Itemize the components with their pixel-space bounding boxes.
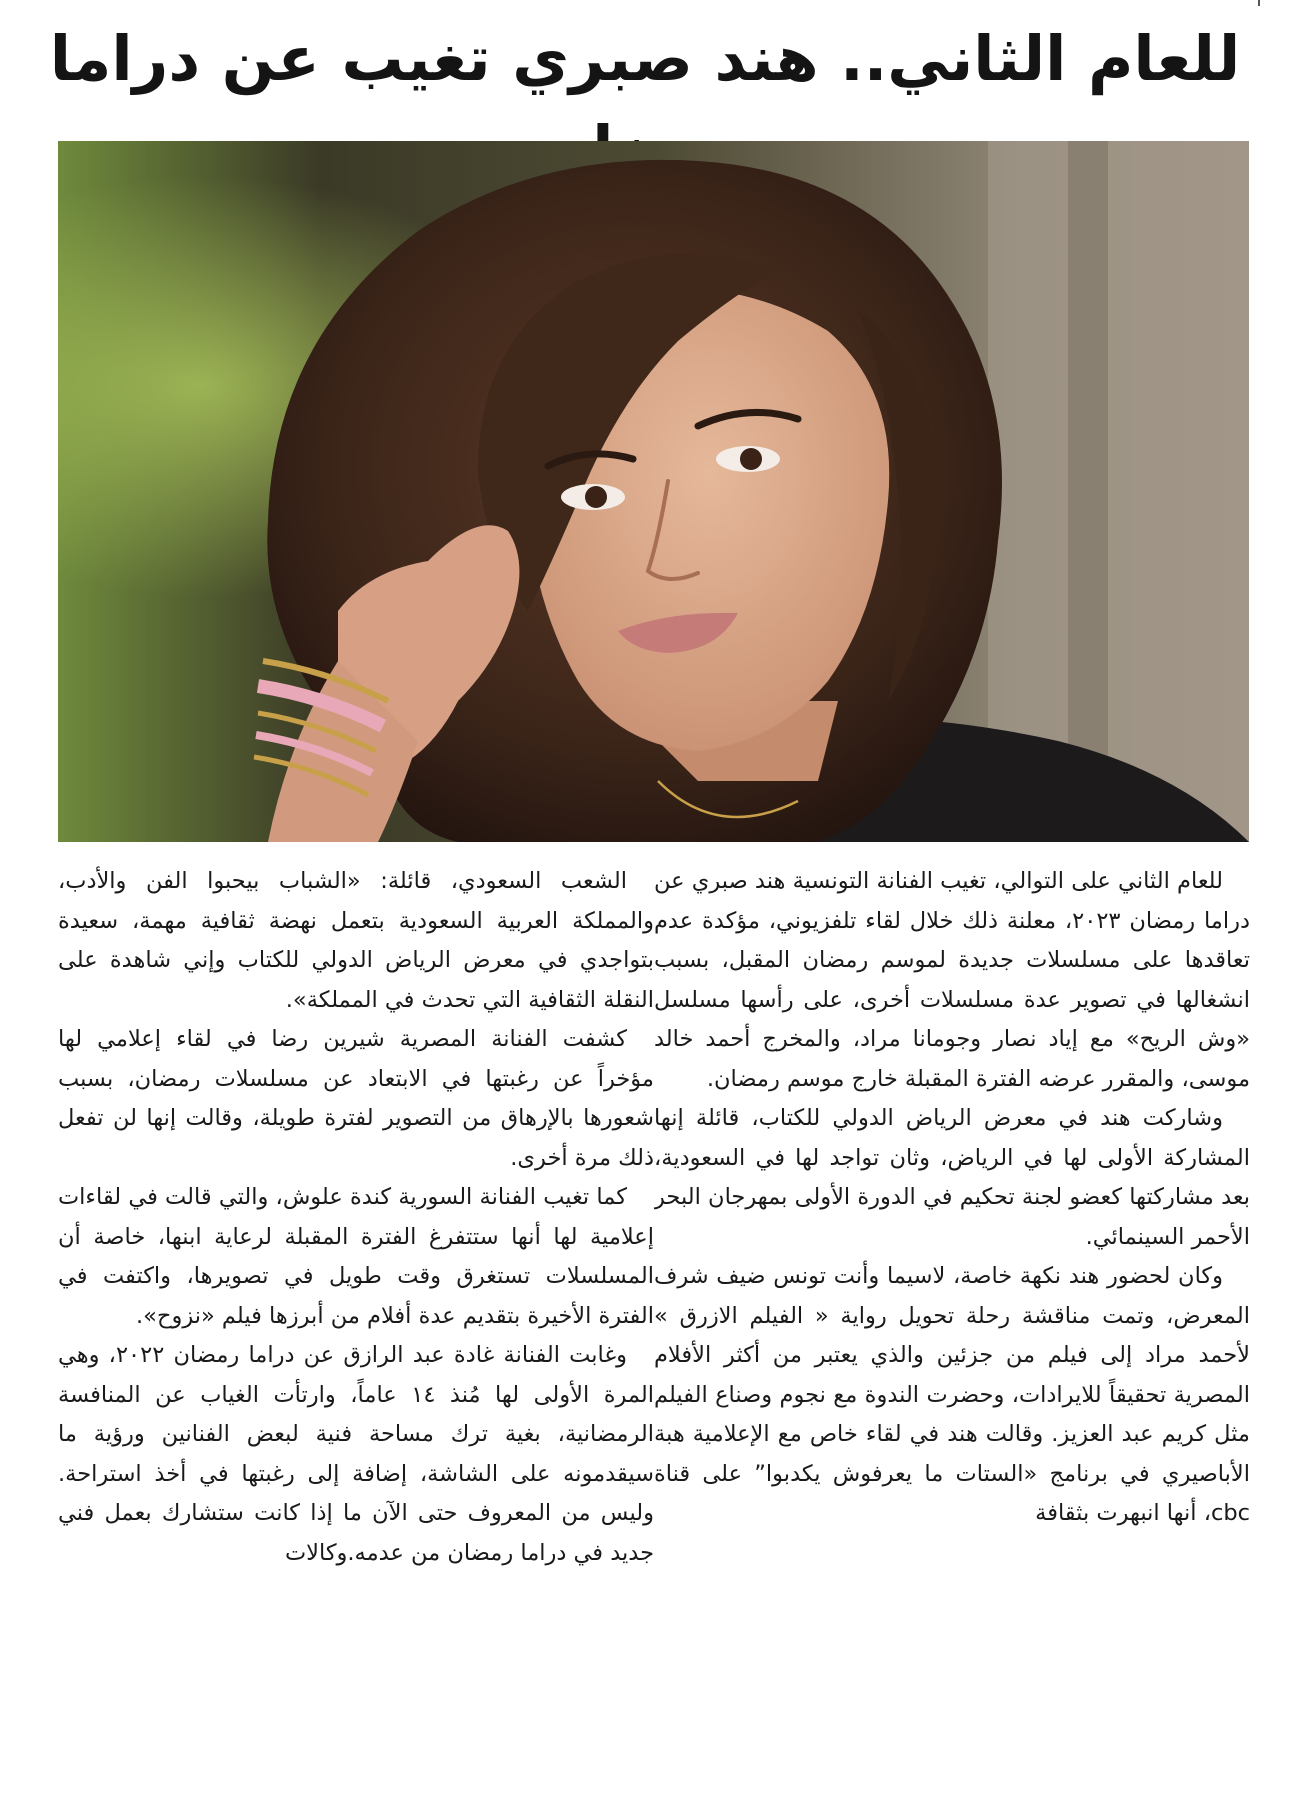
paragraph: كما تغيب الفنانة السورية كندة علوش، والتي قالت في لقاءات إعلامية لها أنها ستتفرغ الفترة المقبلة لرعاية ابنها، خاصة أن المسلسلات تستغرق وقت طويل في تصويرها، واكتفت في الفترة الأخيرة بتقديم عدة أفلام من أبرزها فيلم «نزوح». xyxy=(58,1184,654,1329)
photo-iris-left xyxy=(585,486,607,508)
paragraph: الشعب السعودي، قائلة: «الشباب بيحبوا الفن والأدب، والمملكة العربية السعودية بتعمل نهضة ثقافية مهمة، سعيدة بتواجدي في معرض الرياض الدولي للكتاب وإني شاهدة على النقلة الثقافية التي تحدث في المملكة». xyxy=(58,868,654,1013)
article-column-left xyxy=(58,862,654,1792)
paragraph: كشفت الفنانة المصرية شيرين رضا في لقاء إعلامي لها مؤخراً عن رغبتها في الابتعاد عن مسلسلات رمضان، بسبب شعورها بالإرهاق من التصوير لفترة طويلة، وقالت إنها لن تفعل ذلك مرة أخرى. xyxy=(58,1026,654,1171)
article-column-right xyxy=(654,862,1250,1792)
article-headline: للعام الثاني.. هند صبري تغيب عن دراما xyxy=(49,22,1241,95)
paragraph: وكان لحضور هند نكهة خاصة، لاسيما وأنت تونس ضيف شرف المعرض، وتمت مناقشة رحلة تحويل رواية « الفيلم الازرق » لأحمد مراد إلى فيلم من جزئين والذي يعتبر من أكثر الأفلام المصرية تحقيقاً للايرادات، وحضرت الندوة مع نجوم وصناع الفيلم مثل كريم عبد العزيز. وقالت هند في لقاء خاص مع الإعلامية هبة الأباصيري في برنامج «الستات ما يعرفوش يكدبوا” على قناة cbc، أنها انبهرت بثقافة xyxy=(654,1263,1250,1526)
photo-iris-right xyxy=(740,448,762,470)
page-corner-mark xyxy=(1258,0,1260,6)
photo-wall-shadow xyxy=(1068,141,1108,842)
paragraph: للعام الثاني على التوالي، تغيب الفنانة التونسية هند صبري عن دراما رمضان ٢٠٢٣، معلنة ذلك خلال لقاء تلفزيوني، مؤكدة عدم تعاقدها على مسلسلات جديدة لموسم رمضان المقبل، بسبب انشغالها في تصوير عدة مسلسلات أخرى، على رأسها مسلسل «وش الريح» مع إياد نصار وجومانا مراد، والمخرج أحمد خالد موسى، والمقرر عرضه الفترة المقبلة خارج موسم رمضان. xyxy=(654,868,1250,1092)
article-photo xyxy=(58,141,1249,842)
paragraph: وشاركت هند في معرض الرياض الدولي للكتاب، قائلة إنها المشاركة الأولى لها في الرياض، وثان تواجد لها في السعودية، بعد مشاركتها كعضو لجنة تحكيم في الدورة الأولى بمهرجان البحر الأحمر السينمائي. xyxy=(654,1105,1250,1250)
paragraph: وغابت الفنانة غادة عبد الرازق عن دراما رمضان ٢٠٢٢، وهي المرة الأولى لها مُنذ ١٤ عاماً، وارتأت الغياب عن المنافسة الرمضانية، بغية ترك مساحة فنية لبعض الفنانين ورؤية ما سيقدمونه على الشاشة، إضافة إلى رغبتها في أخذ استراحة. وليس من المعروف حتى الآن ما إذا كانت ستشارك بعمل فني جديد في دراما رمضان من عدمه.وكالات xyxy=(58,1342,654,1566)
